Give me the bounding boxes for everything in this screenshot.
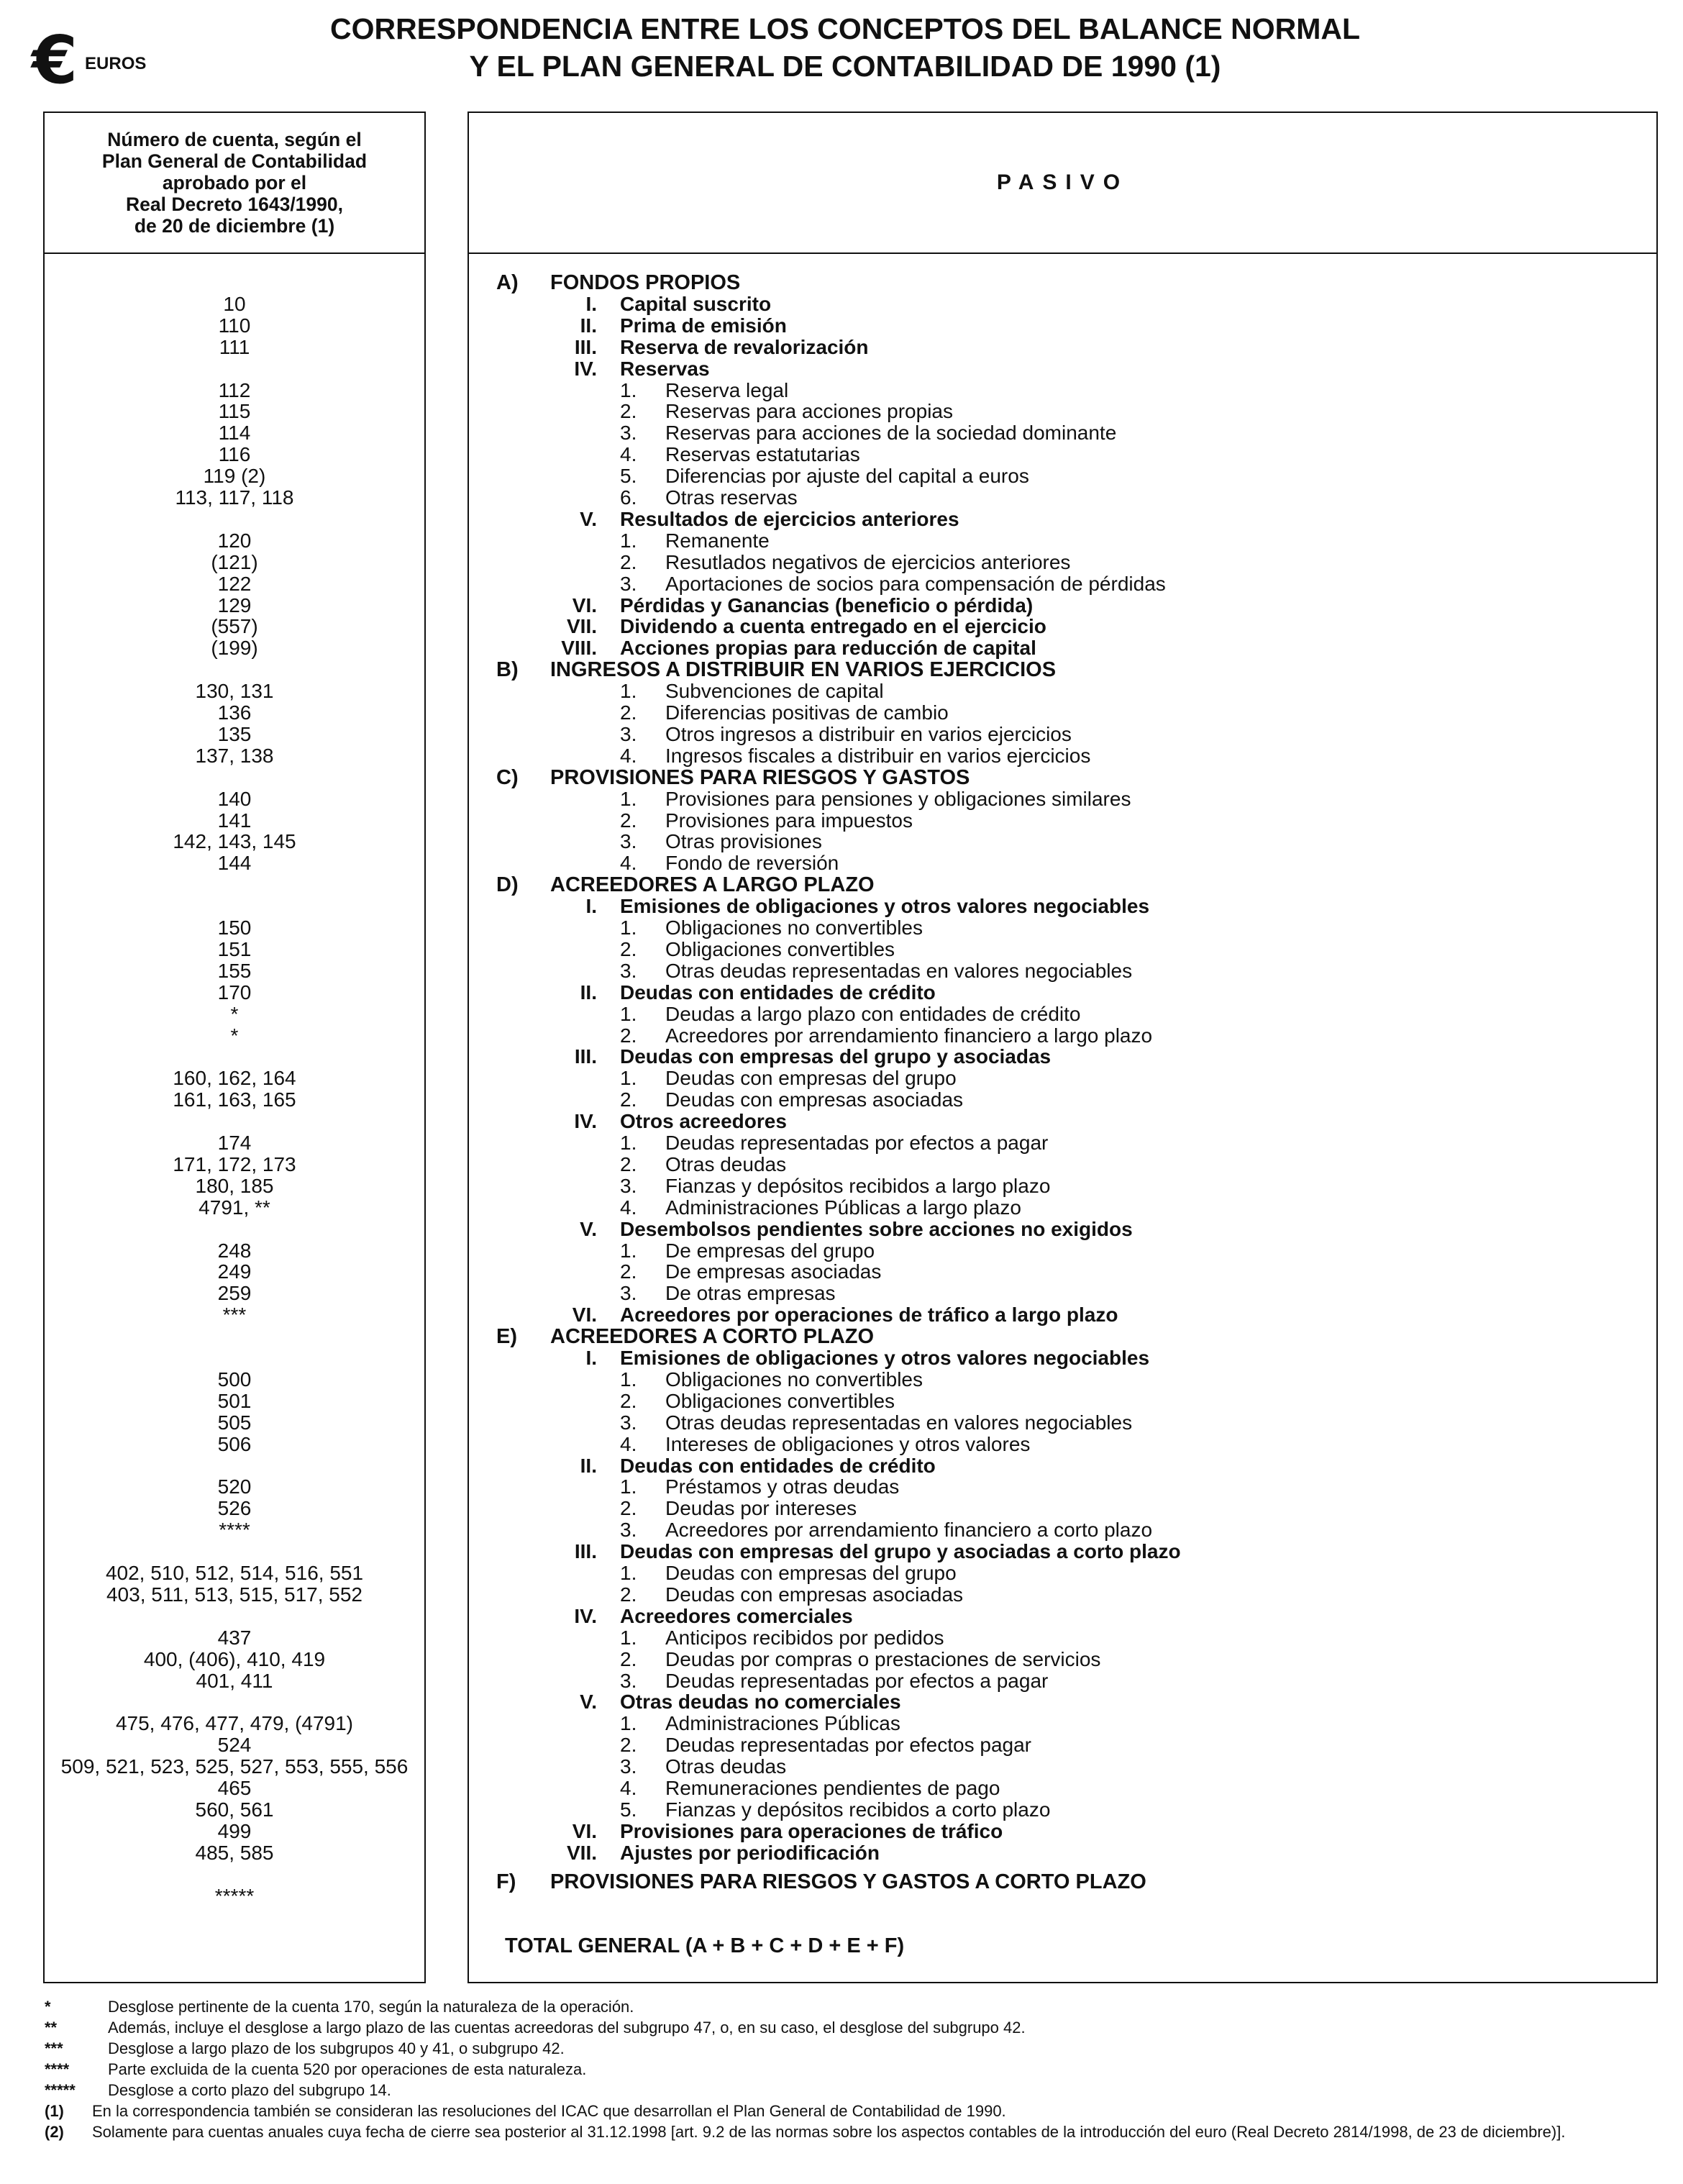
concept-marker: 4. xyxy=(620,852,637,875)
concept-marker: II. xyxy=(580,1454,597,1477)
account-number: 180, 185 xyxy=(195,1174,274,1197)
concept-label: Otras deudas representadas en valores negociables xyxy=(665,1411,1133,1434)
concept-label: Obligaciones no convertibles xyxy=(665,916,923,939)
concept-label: Obligaciones no convertibles xyxy=(665,1368,923,1391)
concept-marker: 1. xyxy=(620,787,637,810)
concept-label: Remanente xyxy=(665,529,770,552)
concept-label: Reserva legal xyxy=(665,378,789,401)
concept-label: Reserva de revalorización xyxy=(620,335,869,358)
concept-marker: F) xyxy=(496,1870,516,1894)
account-number: 144 xyxy=(217,852,252,875)
concept-label: Prima de emisión xyxy=(620,314,787,337)
account-number: 10 xyxy=(223,292,246,315)
concept-label: Provisiones para operaciones de tráfico xyxy=(620,1819,1003,1842)
euro-logo-text: EUROS xyxy=(85,54,147,73)
concept-marker: V. xyxy=(580,1217,597,1240)
account-number: 112 xyxy=(218,378,251,401)
account-number: (199) xyxy=(211,637,258,660)
concept-label: Emisiones de obligaciones y otros valores negociables xyxy=(620,895,1150,918)
footnote xyxy=(45,2038,1677,2059)
concept-marker: 5. xyxy=(620,465,637,488)
footnote-text: Solamente para cuentas anuales cuya fecha de cierre sea posterior al 31.12.1998 [art. 9.2 de las normas sobre los aspectos contables de la introducción del euro (Real Decreto 2814/1998, de 23 de diciembre)]. xyxy=(92,2123,1566,2141)
account-number: 137, 138 xyxy=(195,744,274,767)
concept-marker: 3. xyxy=(620,1519,637,1542)
concept-label: Reservas estatutarias xyxy=(665,443,860,466)
concept-label: Acreedores por operaciones de tráfico a largo plazo xyxy=(620,1303,1118,1327)
concept-marker: 2. xyxy=(620,1260,637,1283)
concept-marker: 3. xyxy=(620,722,637,745)
concept-label: Acciones propias para reducción de capital xyxy=(620,637,1036,660)
concept-label: Administraciones Públicas xyxy=(665,1712,900,1735)
concept-marker: 1. xyxy=(620,680,637,703)
footnote-marker: **** xyxy=(45,2060,70,2078)
footnote-text: Desglose a corto plazo del subgrupo 14. xyxy=(108,2081,391,2099)
account-number: 248 xyxy=(217,1239,252,1262)
footnote-text: Parte excluida de la cuenta 520 por operaciones de esta naturaleza. xyxy=(108,2060,587,2078)
account-number: 174 xyxy=(217,1132,252,1154)
concept-marker: 3. xyxy=(620,1411,637,1434)
footnote xyxy=(45,2121,1677,2142)
concept-label: Obligaciones convertibles xyxy=(665,1389,895,1412)
account-number: 259 xyxy=(217,1282,252,1305)
footnote-marker: ** xyxy=(45,2019,58,2037)
concept-marker: III. xyxy=(574,335,597,358)
account-number: ***** xyxy=(214,1884,255,1907)
concept-marker: 2. xyxy=(620,550,637,573)
concept-label: Otras deudas xyxy=(665,1755,787,1778)
concept-marker: VI. xyxy=(572,1819,597,1842)
concept-label: Deudas a largo plazo con entidades de crédito xyxy=(665,1002,1081,1025)
account-number: 110 xyxy=(218,314,251,337)
concept-label: Fondo de reversión xyxy=(665,852,839,875)
concept-marker: II. xyxy=(580,314,597,337)
concept-marker: 5. xyxy=(620,1798,637,1821)
account-number: 465 xyxy=(217,1777,252,1799)
concept-label: Reservas para acciones de la sociedad dominante xyxy=(665,422,1117,445)
concept-marker: 2. xyxy=(620,400,637,423)
account-number: 120 xyxy=(217,529,252,552)
concept-label: Deudas con empresas del grupo xyxy=(665,1562,957,1584)
concept-marker: 1. xyxy=(620,1132,637,1154)
footnote-marker: ***** xyxy=(45,2081,76,2099)
concept-marker: 2. xyxy=(620,1389,637,1412)
concept-label: Provisiones para impuestos xyxy=(665,809,913,832)
account-number: 437 xyxy=(217,1626,252,1649)
account-number: 119 (2) xyxy=(203,465,266,488)
account-number: (121) xyxy=(211,550,258,573)
concept-marker: 2. xyxy=(620,701,637,724)
footnote-marker: *** xyxy=(45,2039,63,2057)
account-number: 171, 172, 173 xyxy=(173,1152,296,1175)
concept-marker: 1. xyxy=(620,916,637,939)
concept-marker: 1. xyxy=(620,1626,637,1649)
concept-marker: IV. xyxy=(574,1604,597,1627)
account-number: *** xyxy=(222,1303,247,1327)
concept-label: Deudas con empresas del grupo xyxy=(665,1067,957,1090)
footnotes xyxy=(45,1996,1677,2142)
concept-marker: 2. xyxy=(620,1647,637,1670)
account-header-line: Plan General de Contabilidad xyxy=(101,150,368,172)
account-number: 4791, ** xyxy=(199,1196,270,1219)
concept-marker: 2. xyxy=(620,1583,637,1606)
account-header-line: Real Decreto 1643/1990, xyxy=(125,194,343,215)
account-number: 140 xyxy=(217,787,252,810)
concept-marker: 1. xyxy=(620,1475,637,1498)
concept-marker: 1. xyxy=(620,1239,637,1262)
concept-label: Provisiones para pensiones y obligaciones similares xyxy=(665,787,1131,810)
concept-marker: VIII. xyxy=(561,637,597,660)
concept-label: Reservas para acciones propias xyxy=(665,400,953,423)
account-number: 122 xyxy=(217,572,252,595)
account-number: 505 xyxy=(217,1411,252,1434)
account-number: 485, 585 xyxy=(195,1841,274,1864)
account-number: 401, 411 xyxy=(196,1669,273,1692)
concept-marker: 1. xyxy=(620,1562,637,1584)
concept-marker: 4. xyxy=(620,1196,637,1219)
concept-marker: VII. xyxy=(566,1841,597,1864)
concept-marker: IV. xyxy=(574,357,597,380)
account-number: 501 xyxy=(217,1389,252,1412)
account-number: 151 xyxy=(217,937,252,960)
footnote-text: Desglose a largo plazo de los subgrupos 40 y 41, o subgrupo 42. xyxy=(108,2039,565,2057)
account-number: 115 xyxy=(218,400,251,423)
account-number: 403, 511, 513, 515, 517, 552 xyxy=(106,1583,362,1606)
concept-marker: V. xyxy=(580,507,597,530)
concept-marker: 2. xyxy=(620,1088,637,1111)
concept-marker: III. xyxy=(574,1045,597,1068)
account-number: (557) xyxy=(211,615,258,638)
concept-marker: D) xyxy=(496,873,519,897)
footnote xyxy=(45,2059,1677,2080)
account-header-line: aprobado por el xyxy=(162,172,307,194)
account-number: 160, 162, 164 xyxy=(173,1067,296,1090)
account-number: 509, 521, 523, 525, 527, 553, 555, 556 xyxy=(60,1755,409,1778)
concept-marker: 3. xyxy=(620,1669,637,1692)
account-number: 249 xyxy=(217,1260,252,1283)
concept-marker: 2. xyxy=(620,809,637,832)
concept-label: Anticipos recibidos por pedidos xyxy=(665,1626,944,1649)
concept-marker: 3. xyxy=(620,1282,637,1305)
concept-marker: 4. xyxy=(620,1432,637,1455)
account-header-line: Número de cuenta, según el xyxy=(107,129,362,150)
concept-label: Ingresos fiscales a distribuir en varios ejercicios xyxy=(665,744,1091,767)
concept-label: PROVISIONES PARA RIESGOS Y GASTOS xyxy=(550,765,970,789)
concept-marker: VII. xyxy=(566,615,597,638)
concept-marker: C) xyxy=(496,765,519,789)
concept-label: Otros acreedores xyxy=(620,1110,787,1133)
concept-marker: A) xyxy=(496,271,519,294)
account-number: 142, 143, 145 xyxy=(173,830,296,853)
account-number: 114 xyxy=(218,422,251,445)
concept-marker: 1. xyxy=(620,1067,637,1090)
concept-label: Ajustes por periodificación xyxy=(620,1841,880,1864)
euro-logo xyxy=(32,22,147,99)
concept-label: Subvenciones de capital xyxy=(665,680,884,703)
concept-label: Acreedores por arrendamiento financiero a largo plazo xyxy=(665,1024,1153,1047)
concept-marker: 1. xyxy=(620,1002,637,1025)
concept-label: Otras reservas xyxy=(665,486,798,509)
concept-label: Deudas representadas por efectos a pagar xyxy=(665,1132,1049,1154)
concept-label: Deudas representadas por efectos a pagar xyxy=(665,1669,1049,1692)
account-number: 500 xyxy=(217,1368,252,1391)
concept-label: Deudas por compras o prestaciones de servicios xyxy=(665,1647,1101,1670)
concept-marker: 3. xyxy=(620,1174,637,1197)
concept-label: Emisiones de obligaciones y otros valores negociables xyxy=(620,1347,1150,1369)
concept-marker: 4. xyxy=(620,443,637,466)
concept-label: Fianzas y depósitos recibidos a largo plazo xyxy=(665,1174,1051,1197)
footnote-text: En la correspondencia también se consideran las resoluciones del ICAC que desarrollan el Plan General de Contabilidad de 1990. xyxy=(92,2102,1006,2120)
concept-label: Capital suscrito xyxy=(620,292,772,315)
page-title-line-2: Y EL PLAN GENERAL DE CONTABILIDAD DE 1990 (1) xyxy=(469,50,1221,83)
footnote xyxy=(45,1996,1677,2017)
concept-label: Desembolsos pendientes sobre acciones no exigidos xyxy=(620,1217,1133,1240)
account-number: 499 xyxy=(217,1819,252,1842)
account-number: 506 xyxy=(217,1432,252,1455)
concept-label: Administraciones Públicas a largo plazo xyxy=(665,1196,1021,1219)
concept-label: Otras deudas no comerciales xyxy=(620,1691,901,1714)
concept-marker: 2. xyxy=(620,1024,637,1047)
concept-marker: 4. xyxy=(620,1777,637,1799)
concept-label: Resultados de ejercicios anteriores xyxy=(620,507,959,530)
account-number: 113, 117, 118 xyxy=(175,486,294,509)
footnote xyxy=(45,2101,1677,2121)
concept-label: Deudas con entidades de crédito xyxy=(620,980,936,1004)
concept-marker: 1. xyxy=(620,1712,637,1735)
concept-label: Otras deudas xyxy=(665,1152,787,1175)
account-number: 111 xyxy=(219,335,250,358)
concept-label: Acreedores por arrendamiento financiero a corto plazo xyxy=(665,1519,1153,1542)
concept-marker: VI. xyxy=(572,1303,597,1327)
concept-marker: 2. xyxy=(620,1734,637,1757)
concept-label: Aportaciones de socios para compensación de pérdidas xyxy=(665,572,1166,595)
concept-label: Resutlados negativos de ejercicios anteriores xyxy=(665,550,1071,573)
concept-marker: IV. xyxy=(574,1110,597,1133)
concept-marker: III. xyxy=(574,1540,597,1563)
footnote xyxy=(45,2080,1677,2101)
concept-label: ACREEDORES A LARGO PLAZO xyxy=(550,873,875,897)
account-number: 524 xyxy=(217,1734,252,1757)
account-header-line: de 20 de diciembre (1) xyxy=(134,215,335,237)
concept-label: Deudas por intereses xyxy=(665,1497,857,1520)
concept-marker: V. xyxy=(580,1691,597,1714)
concept-marker: I. xyxy=(585,292,597,315)
concept-marker: 3. xyxy=(620,1755,637,1778)
concept-label: Deudas con entidades de crédito xyxy=(620,1454,936,1477)
footnote-marker: (1) xyxy=(45,2102,64,2120)
account-number: 130, 131 xyxy=(195,680,274,703)
concept-marker: II. xyxy=(580,980,597,1004)
concept-label: Otros ingresos a distribuir en varios ejercicios xyxy=(665,722,1072,745)
account-number: 129 xyxy=(217,593,252,616)
concept-label: Intereses de obligaciones y otros valores xyxy=(665,1432,1031,1455)
euro-icon: € xyxy=(32,22,78,99)
account-number: 150 xyxy=(217,916,252,939)
concept-marker: I. xyxy=(585,1347,597,1369)
account-number: 402, 510, 512, 514, 516, 551 xyxy=(105,1562,364,1584)
concept-label: INGRESOS A DISTRIBUIR EN VARIOS EJERCICIOS xyxy=(550,658,1057,682)
concept-label: Deudas representadas por efectos pagar xyxy=(665,1734,1031,1757)
concept-marker: 6. xyxy=(620,486,637,509)
concept-label: Reservas xyxy=(620,357,710,380)
concept-label: ACREEDORES A CORTO PLAZO xyxy=(550,1325,875,1349)
concept-marker: 4. xyxy=(620,744,637,767)
concept-marker: 1. xyxy=(620,1368,637,1391)
concept-marker: 3. xyxy=(620,830,637,853)
account-number: 136 xyxy=(217,701,252,724)
concept-label: PROVISIONES PARA RIESGOS Y GASTOS A CORTO PLAZO xyxy=(550,1870,1146,1894)
footnote-marker: * xyxy=(45,1998,51,2016)
account-number: 141 xyxy=(217,809,252,832)
account-number: * xyxy=(230,1024,239,1047)
concept-marker: 3. xyxy=(620,572,637,595)
concept-marker: 1. xyxy=(620,378,637,401)
account-number: **** xyxy=(219,1519,250,1542)
concept-label: De otras empresas xyxy=(665,1282,836,1305)
account-column-header xyxy=(45,113,424,254)
account-number: 520 xyxy=(217,1475,252,1498)
concept-marker: VI. xyxy=(572,593,597,616)
concept-label: FONDOS PROPIOS xyxy=(550,271,741,294)
account-number: * xyxy=(230,1002,239,1025)
concept-label: Otras provisiones xyxy=(665,830,822,853)
account-number: 526 xyxy=(217,1497,252,1520)
concept-label: Deudas con empresas asociadas xyxy=(665,1583,964,1606)
concept-marker: 3. xyxy=(620,959,637,982)
concept-label: Fianzas y depósitos recibidos a corto plazo xyxy=(665,1798,1051,1821)
concept-marker: I. xyxy=(585,895,597,918)
concept-label: Diferencias por ajuste del capital a euros xyxy=(665,465,1029,488)
concept-label: De empresas asociadas xyxy=(665,1260,882,1283)
concept-label: Remuneraciones pendientes de pago xyxy=(665,1777,1000,1799)
concept-label: Diferencias positivas de cambio xyxy=(665,701,949,724)
concept-label: Deudas con empresas del grupo y asociadas xyxy=(620,1045,1052,1068)
concept-marker: E) xyxy=(496,1325,517,1349)
account-number: 155 xyxy=(217,959,252,982)
concept-label: Otras deudas representadas en valores negociables xyxy=(665,959,1133,982)
footnote-text: Desglose pertinente de la cuenta 170, según la naturaleza de la operación. xyxy=(108,1998,634,2016)
concept-marker: 2. xyxy=(620,1152,637,1175)
concept-label: Acreedores comerciales xyxy=(620,1604,853,1627)
account-number: 170 xyxy=(217,980,252,1004)
footnote-marker: (2) xyxy=(45,2123,64,2141)
account-number: 161, 163, 165 xyxy=(173,1088,296,1111)
account-number: 475, 476, 477, 479, (4791) xyxy=(115,1712,354,1735)
concept-marker: 2. xyxy=(620,1497,637,1520)
account-number: 116 xyxy=(218,443,251,466)
page-title xyxy=(165,10,1525,85)
concept-marker: B) xyxy=(496,658,519,682)
concept-marker: 3. xyxy=(620,422,637,445)
concept-label: Préstamos y otras deudas xyxy=(665,1475,900,1498)
concept-label: Deudas con empresas asociadas xyxy=(665,1088,964,1111)
concept-label: Dividendo a cuenta entregado en el ejercicio xyxy=(620,615,1046,638)
account-number: 560, 561 xyxy=(195,1798,274,1821)
total-general: TOTAL GENERAL (A + B + C + D + E + F) xyxy=(505,1934,905,1957)
concept-label: Deudas con empresas del grupo y asociadas a corto plazo xyxy=(620,1540,1181,1563)
account-number: 135 xyxy=(217,722,252,745)
footnote xyxy=(45,2017,1677,2038)
concept-marker: 1. xyxy=(620,529,637,552)
concept-label: Pérdidas y Ganancias (beneficio o pérdida) xyxy=(620,593,1034,616)
concept-label: De empresas del grupo xyxy=(665,1239,875,1262)
page-title-line-1: CORRESPONDENCIA ENTRE LOS CONCEPTOS DEL BALANCE NORMAL xyxy=(329,12,1361,45)
account-number: 400, (406), 410, 419 xyxy=(143,1647,326,1670)
footnote-text: Además, incluye el desglose a largo plazo de las cuentas acreedoras del subgrupo 47, o, en su caso, el desglose del subgrupo 42. xyxy=(108,2019,1026,2037)
pasivo-column-header: PASIVO xyxy=(469,113,1656,254)
concept-marker: 2. xyxy=(620,937,637,960)
concept-label: Obligaciones convertibles xyxy=(665,937,895,960)
